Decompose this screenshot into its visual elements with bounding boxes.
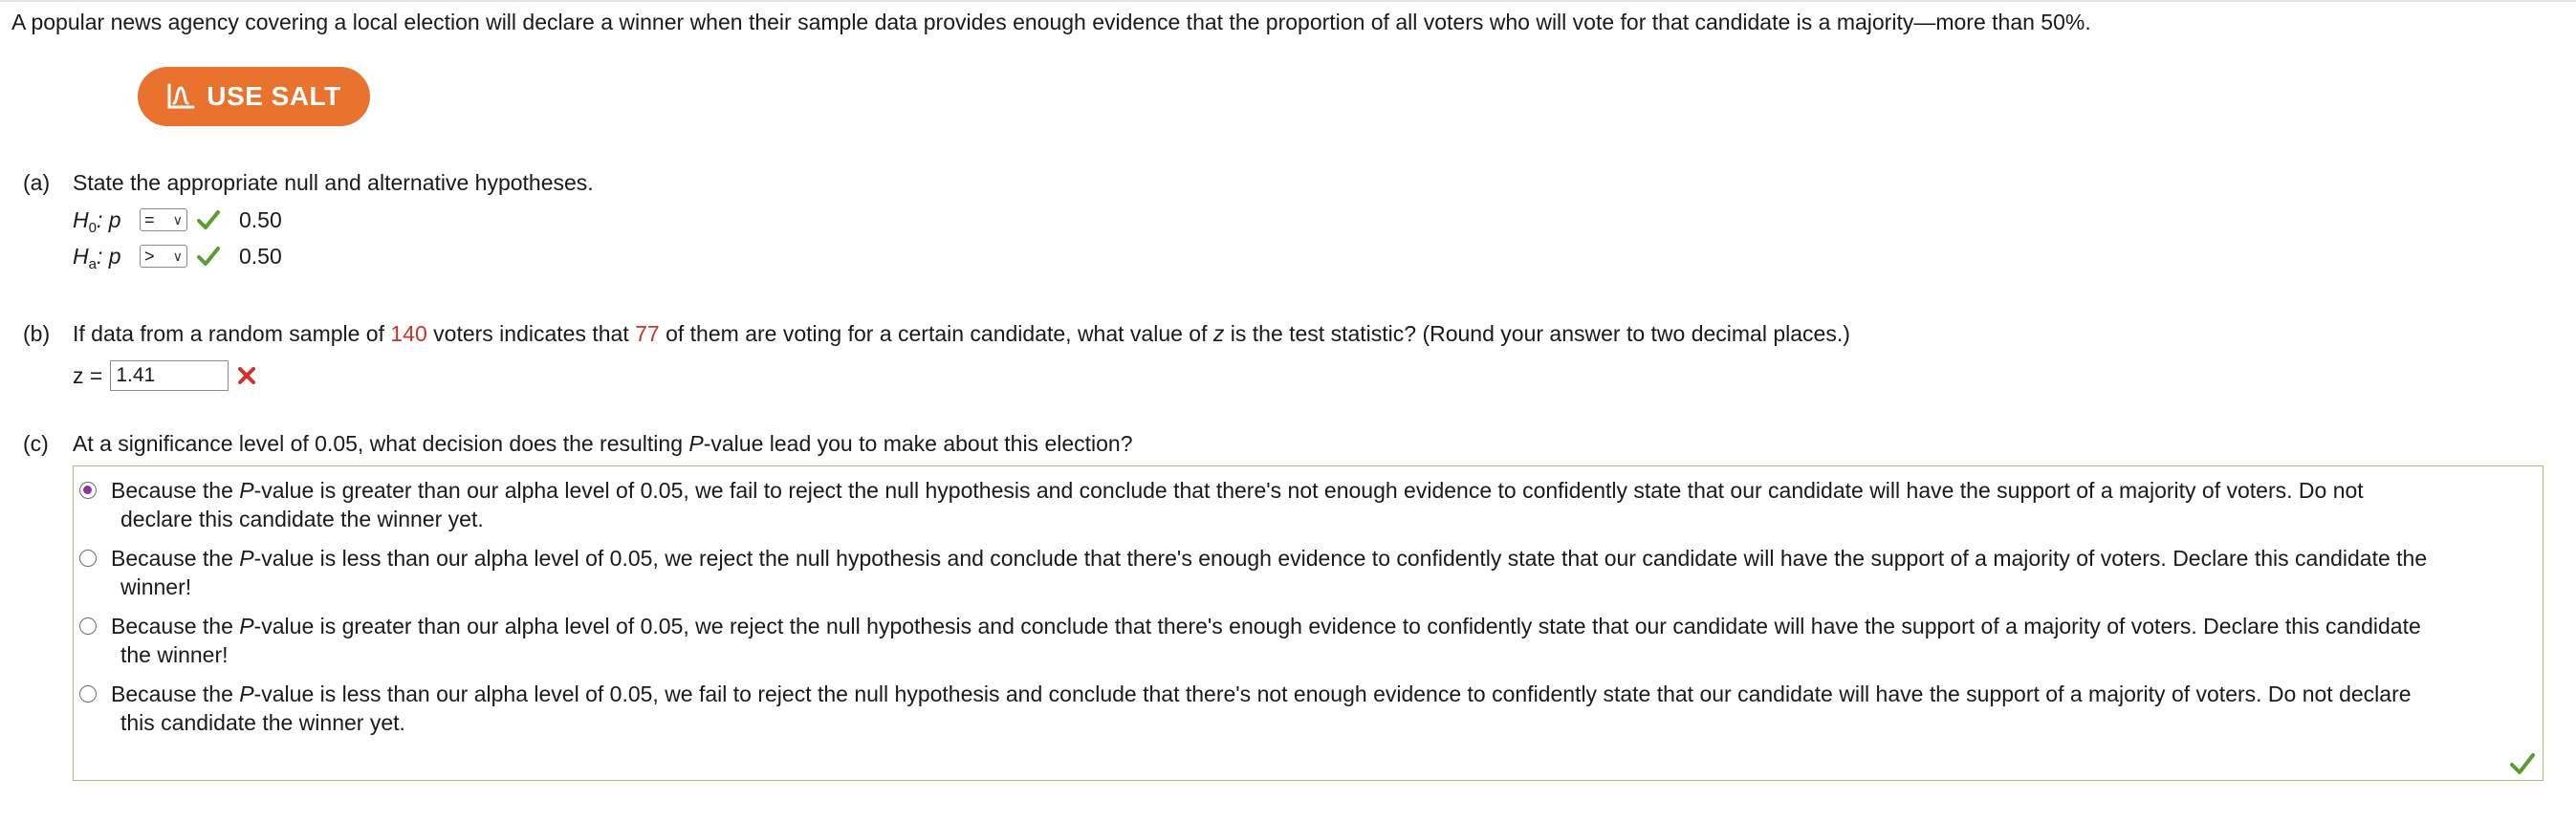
part-c-label: (c) xyxy=(23,431,49,456)
sample-size-value: 140 xyxy=(390,321,427,346)
success-count-value: 77 xyxy=(635,321,660,346)
top-divider xyxy=(0,0,2576,2)
radio-button-selected[interactable] xyxy=(79,482,97,499)
answer-option-text: Because the P-value is less than our alpha level of 0.05, we fail to reject the null hypothesis and conclude that there's not enough evidence to confidently state that our candidate will have the support of a majority of voters. Do not declare this candidate the winner yet. xyxy=(111,681,2412,735)
checkmark-icon xyxy=(2510,753,2535,774)
answer-options-box xyxy=(73,465,2543,781)
null-hypothesis-symbol: $H_0$: p xyxy=(73,206,121,236)
use-salt-label: USE SALT xyxy=(207,81,341,111)
radio-button[interactable] xyxy=(79,685,97,703)
part-a-label: (a) xyxy=(23,170,51,195)
answer-option-text: Because the P-value is greater than our alpha level of 0.05, we reject the null hypothesis and conclude that there's enough evidence to confidently state that our candidate will have the support of a majority of voters. Declare this candidate the winner! xyxy=(111,614,2421,667)
part-c-question: At a significance level of 0.05, what decision does the resulting P-value lead you to make about this election? xyxy=(73,431,1133,456)
alternative-operator-value: > xyxy=(144,246,155,266)
answer-option-2[interactable] xyxy=(79,544,2527,601)
checkmark-icon xyxy=(197,210,220,229)
problem-intro: A popular news agency covering a local election will declare a winner when their sample data provides enough evidence that the proportion of all voters who will vote for that candidate is a majority—more than 50%. xyxy=(11,10,2091,34)
alternative-hypothesis-value: 0.50 xyxy=(239,243,282,269)
radio-button[interactable] xyxy=(79,617,97,635)
answer-option-1[interactable] xyxy=(79,476,2527,533)
checkmark-icon xyxy=(197,247,220,266)
z-answer-input[interactable] xyxy=(110,360,229,391)
z-label: z = xyxy=(73,362,103,388)
part-b-question: If data from a random sample of 140 voters indicates that 77 of them are voting for a certain candidate, what value of z is the test statistic? (Round your answer to two decimal places.) xyxy=(73,321,1850,346)
answer-option-text: Because the P-value is greater than our alpha level of 0.05, we fail to reject the null hypothesis and conclude that there's not enough evidence to confidently state that our candidate will have the support of a majority of voters. Do not declare this candidate the winner yet. xyxy=(111,478,2364,531)
null-hypothesis-value: 0.50 xyxy=(239,206,282,232)
alternative-hypothesis-operator-select[interactable] xyxy=(140,245,187,268)
answer-option-4[interactable] xyxy=(79,680,2527,737)
null-hypothesis-operator-select[interactable] xyxy=(140,208,187,231)
chevron-down-icon: ∨ xyxy=(172,248,183,264)
z-answer-row xyxy=(73,359,257,392)
answer-option-text: Because the P-value is less than our alpha level of 0.05, we reject the null hypothesis and conclude that there's enough evidence to confidently state that our candidate will have the support of a majority of voters. Declare this candidate the winner! xyxy=(111,546,2428,599)
part-a-question: State the appropriate null and alternative hypotheses. xyxy=(73,170,594,195)
part-b-label: (b) xyxy=(23,321,51,346)
incorrect-x-icon xyxy=(236,365,257,386)
salt-graph-icon xyxy=(166,82,195,111)
alternative-hypothesis-row xyxy=(73,241,282,271)
answer-option-3[interactable] xyxy=(79,612,2527,669)
chevron-down-icon: ∨ xyxy=(172,211,183,227)
null-operator-value: = xyxy=(144,209,155,229)
alternative-hypothesis-symbol: $H_a$: p xyxy=(73,243,121,272)
use-salt-button[interactable] xyxy=(138,67,370,126)
null-hypothesis-row xyxy=(73,205,282,235)
radio-button[interactable] xyxy=(79,550,97,567)
